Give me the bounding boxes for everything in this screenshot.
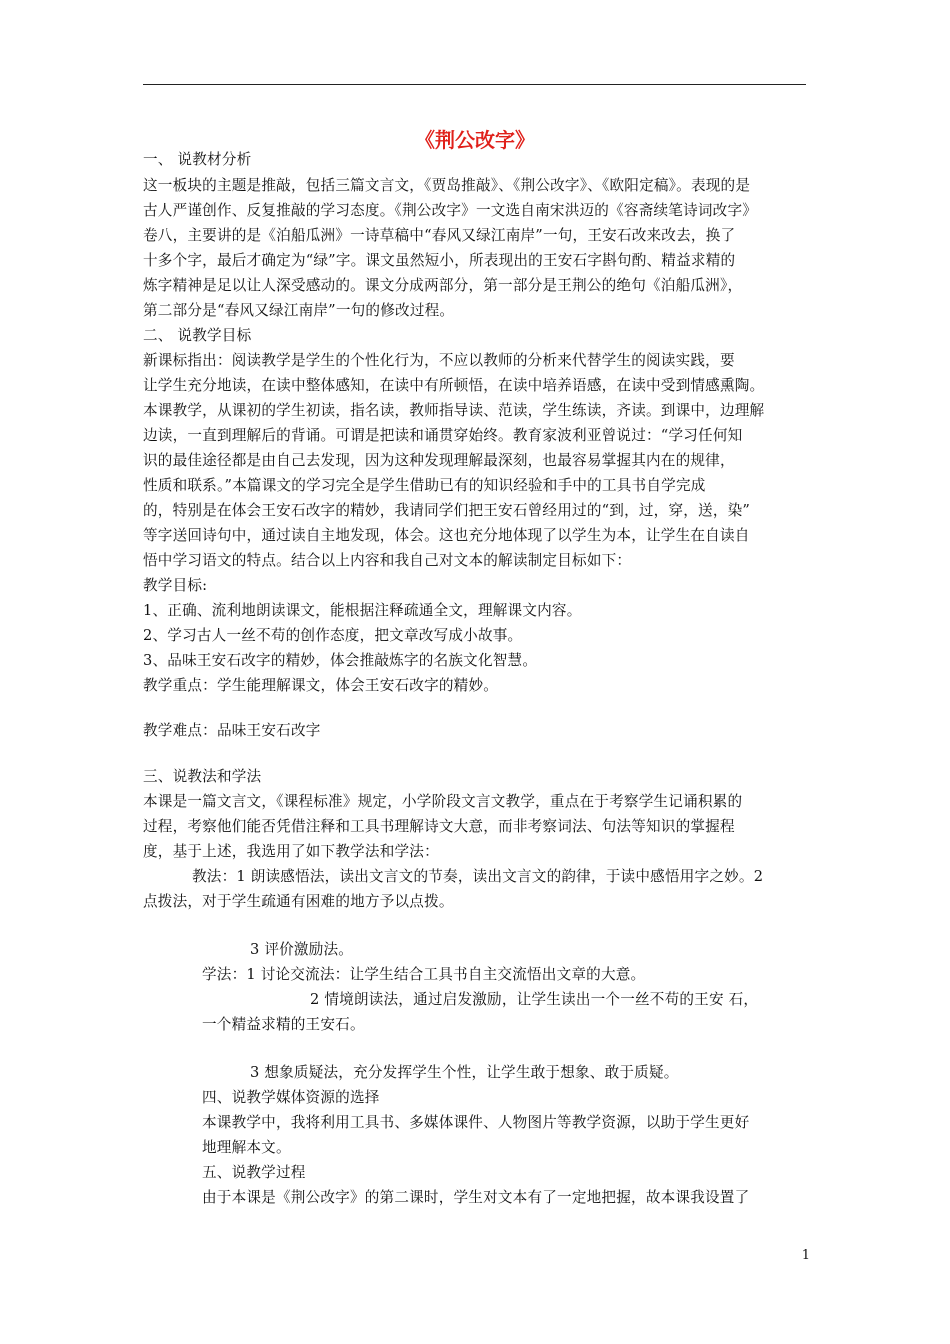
section-2-heading: 二、 说教学目标 (143, 327, 252, 344)
learning-method-line: 学法：1 讨论交流法：让学生结合工具书自主交流悟出文章的大意。 (202, 966, 646, 983)
goal-item: 3、品味王安石改字的精妙，体会推敲炼字的名族文化智慧。 (143, 652, 538, 669)
section-3-line: 本课是一篇文言文，《课程标准》规定，小学阶段文言文教学，重点在于考察学生记诵积累的 (143, 793, 743, 810)
section-3-heading: 三、说教法和学法 (143, 768, 262, 785)
section-1-heading: 一、 说教材分析 (143, 151, 252, 168)
section-2-line: 等字送回诗句中，通过读自主地发现，体会。这也充分地体现了以学生为本，让学生在自读自 (143, 527, 750, 544)
section-3-line: 度，基于上述，我选用了如下教学法和学法： (143, 843, 439, 860)
section-1-line: 炼字精神是足以让人深受感动的。课文分成两部分，第一部分是王荆公的绝句《泊船瓜洲》， (143, 277, 743, 294)
section-5-line: 由于本课是《荆公改字》的第二课时，学生对文本有了一定地把握，故本课我设置了 (202, 1189, 750, 1206)
section-2-line: 悟中学习语文的特点。结合以上内容和我自己对文本的解读制定目标如下： (143, 552, 632, 569)
document-title: 《荆公改字》 (415, 128, 535, 152)
learning-method-line: 一个精益求精的王安石。 (202, 1016, 365, 1033)
section-1-line: 古人严谨创作、反复推敲的学习态度。《荆公改字》一文选自南宋洪迈的《容斋续笔诗词改字》 (143, 202, 758, 219)
page-number: 1 (801, 1248, 810, 1263)
section-4-line: 地理解本文。 (202, 1139, 291, 1156)
section-2-line: 新课标指出：阅读教学是学生的个性化行为，不应以教师的分析来代替学生的阅读实践，要 (143, 352, 735, 369)
section-2-line: 边读，一直到理解后的背诵。可谓是把读和诵贯穿始终。教育家波利亚曾说过：“学习任何知 (143, 427, 743, 444)
section-2-line: 本课教学，从课初的学生初读，指名读，教师指导读、范读，学生练读，齐读。到课中，边理解 (143, 402, 765, 419)
section-2-line: 的，特别是在体会王安石改字的精妙，我请同学们把王安石曾经用过的“到，过，穿，送，染” (143, 502, 751, 519)
teaching-method-line: 点拨法，对于学生疏通有困难的地方予以点拨。 (143, 893, 454, 910)
section-2-line: 识的最佳途径都是由自己去发现，因为这种发现理解最深刻，也最容易掌握其内在的规律， (143, 452, 735, 469)
teaching-method-line: 3 评价激励法。 (250, 941, 354, 958)
goal-item: 1、正确、流利地朗读课文，能根据注释疏通全文，理解课文内容。 (143, 602, 582, 619)
section-5-heading: 五、说教学过程 (202, 1164, 306, 1181)
section-2-line: 性质和联系。”本篇课文的学习完全是学生借助已有的知识经验和手中的工具书自学完成 (143, 477, 706, 494)
difficulty: 教学难点：品味王安石改字 (143, 722, 321, 739)
goals-label: 教学目标: (143, 577, 208, 594)
section-1-line: 卷八，主要讲的是《泊船瓜洲》一诗草稿中“春风又绿江南岸”一句，王安石改来改去，换了 (143, 227, 736, 244)
section-3-line: 过程，考察他们能否凭借注释和工具书理解诗文大意，而非考察词法、句法等知识的掌握程 (143, 818, 735, 835)
header-rule (143, 84, 806, 85)
section-1-line: 这一板块的主题是推敲，包括三篇文言文，《贾岛推敲》、《荆公改字》、《欧阳定稿》。表现的是 (143, 177, 751, 194)
key-point: 教学重点：学生能理解课文，体会王安石改字的精妙。 (143, 677, 499, 694)
section-1-line: 十多个字，最后才确定为“绿”字。课文虽然短小，所表现出的王安石字斟句酌、精益求精的 (143, 252, 736, 269)
goal-item: 2、学习古人一丝不苟的创作态度，把文章改写成小故事。 (143, 627, 523, 644)
teaching-method-line: 教法：1 朗读感悟法，读出文言文的节奏，读出文言文的韵律，于读中感悟用字之妙。2 (192, 868, 764, 885)
section-2-line: 让学生充分地读，在读中整体感知，在读中有所顿悟，在读中培养语感，在读中受到情感熏陶。 (143, 377, 765, 394)
learning-method-line: 2 情境朗读法，通过启发激励，让学生读出一个一丝不苟的王安 石， (310, 991, 759, 1008)
section-4-heading: 四、说教学媒体资源的选择 (202, 1089, 380, 1106)
section-4-line: 本课教学中，我将利用工具书、多媒体课件、人物图片等教学资源，以助于学生更好 (202, 1114, 750, 1131)
section-1-line: 第二部分是“春风又绿江南岸”一句的修改过程。 (143, 302, 455, 319)
learning-method-line: 3 想象质疑法，充分发挥学生个性，让学生敢于想象、敢于质疑。 (250, 1064, 679, 1081)
